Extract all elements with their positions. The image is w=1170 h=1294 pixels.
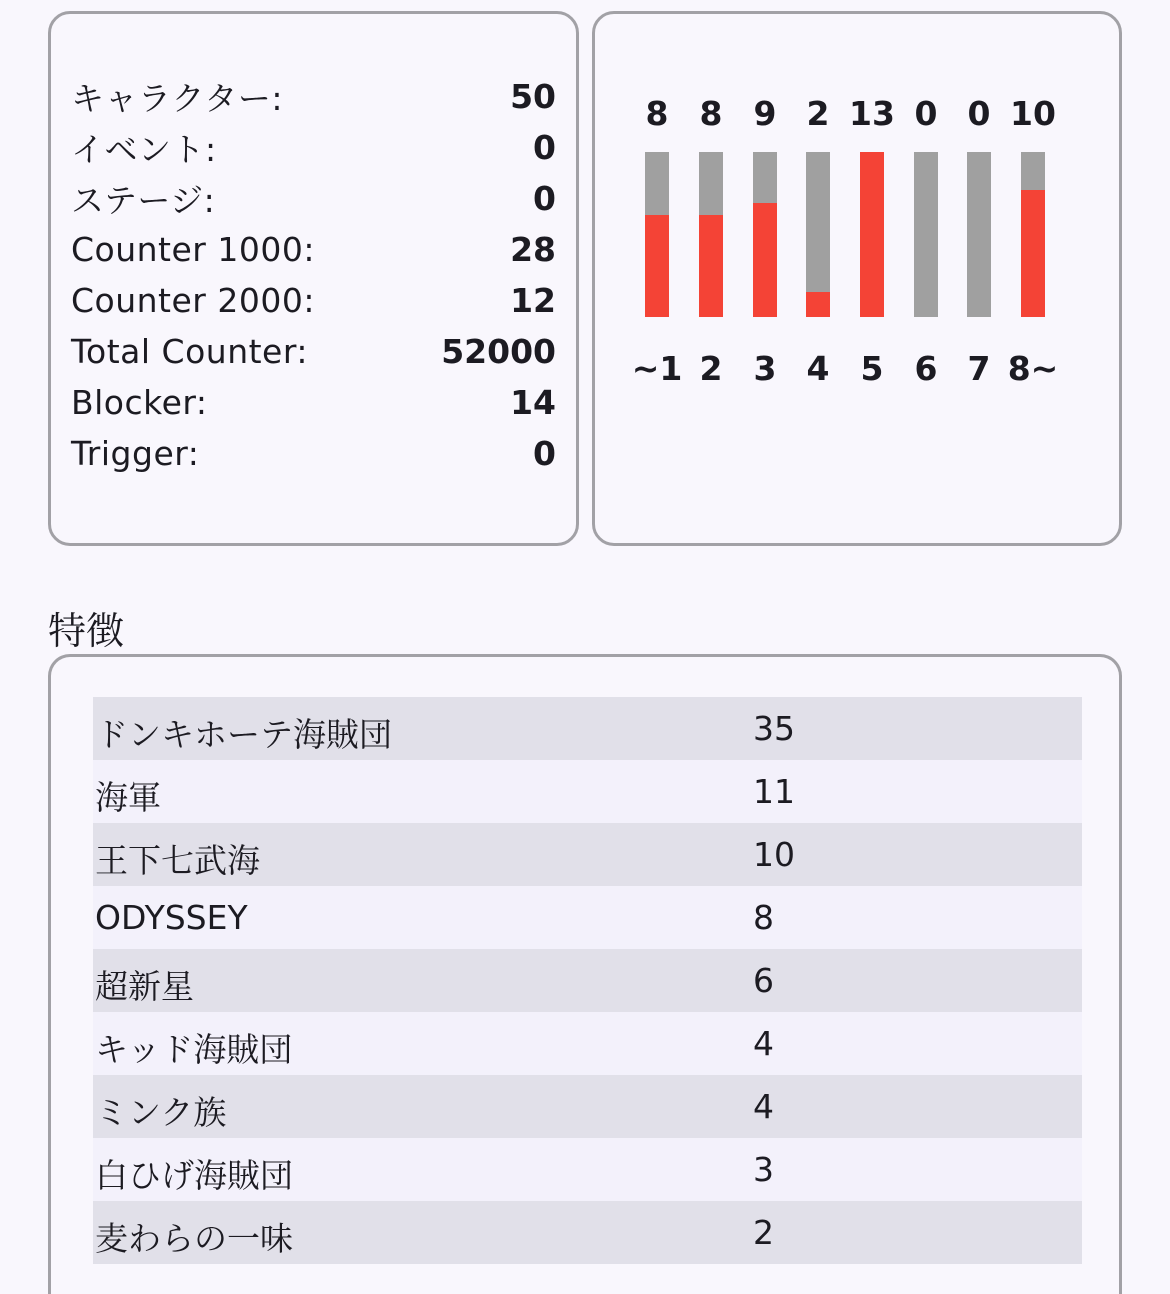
stat-value: 50 bbox=[510, 77, 556, 116]
trait-row bbox=[93, 760, 1082, 823]
stat-label: Blocker: bbox=[71, 383, 208, 422]
stat-row-blocker bbox=[71, 377, 556, 428]
trait-row bbox=[93, 823, 1082, 886]
stat-value: 14 bbox=[510, 383, 556, 422]
bar-count: 0 bbox=[914, 94, 938, 133]
stat-label: Counter 1000: bbox=[71, 230, 315, 269]
trait-row bbox=[93, 1012, 1082, 1075]
bar-fill bbox=[1021, 190, 1045, 317]
trait-name: ODYSSEY bbox=[95, 898, 248, 937]
trait-row bbox=[93, 1138, 1082, 1201]
trait-name: 白ひげ海賊団 bbox=[95, 1156, 293, 1195]
stat-value: 52000 bbox=[441, 332, 556, 371]
stat-label: Trigger: bbox=[71, 434, 200, 473]
trait-count: 11 bbox=[753, 772, 795, 811]
trait-name: ミンク族 bbox=[95, 1093, 227, 1132]
deck-stats-card bbox=[48, 11, 579, 546]
trait-row bbox=[93, 949, 1082, 1012]
trait-row bbox=[93, 1075, 1082, 1138]
traits-title: 特徴 bbox=[48, 609, 125, 653]
stat-label: Counter 2000: bbox=[71, 281, 315, 320]
trait-name: 麦わらの一味 bbox=[95, 1219, 293, 1258]
stat-label: Total Counter: bbox=[71, 332, 308, 371]
bar-fill bbox=[806, 292, 830, 317]
trait-row bbox=[93, 1201, 1082, 1264]
bar-fill bbox=[645, 215, 669, 317]
bar-count: 2 bbox=[806, 94, 830, 133]
cost-curve-card bbox=[592, 11, 1122, 546]
stat-label: ステージ: bbox=[71, 181, 216, 220]
stat-row-trigger bbox=[71, 428, 556, 479]
trait-row bbox=[93, 886, 1082, 949]
stat-value: 0 bbox=[533, 434, 556, 473]
trait-name: キッド海賊団 bbox=[95, 1030, 293, 1069]
stat-row-stage bbox=[71, 173, 556, 224]
bar-cost-label: ~1 bbox=[631, 349, 683, 388]
bar-track bbox=[645, 152, 669, 317]
bar-count: 8 bbox=[699, 94, 723, 133]
bar-count: 10 bbox=[1010, 94, 1056, 133]
bar-track bbox=[806, 152, 830, 317]
stat-value: 28 bbox=[510, 230, 556, 269]
bar-track bbox=[699, 152, 723, 317]
trait-count: 4 bbox=[753, 1024, 774, 1063]
bar-cost-label: 7 bbox=[967, 349, 991, 388]
trait-count: 2 bbox=[753, 1213, 774, 1252]
stat-row-counter-1000 bbox=[71, 224, 556, 275]
bar-cost-label: 4 bbox=[806, 349, 830, 388]
bar-count: 9 bbox=[753, 94, 777, 133]
stat-label: イベント: bbox=[71, 130, 217, 169]
trait-name: 王下七武海 bbox=[95, 841, 260, 880]
bar-track bbox=[753, 152, 777, 317]
stat-value: 0 bbox=[533, 128, 556, 167]
bar-cost-label: 2 bbox=[699, 349, 723, 388]
stat-row-counter-2000 bbox=[71, 275, 556, 326]
bar-count: 0 bbox=[967, 94, 991, 133]
trait-count: 3 bbox=[753, 1150, 774, 1189]
bar-track bbox=[914, 152, 938, 317]
trait-name: 海軍 bbox=[95, 778, 161, 817]
bar-cost-label: 6 bbox=[914, 349, 938, 388]
bar-count: 13 bbox=[849, 94, 895, 133]
trait-count: 6 bbox=[753, 961, 774, 1000]
trait-name: ドンキホーテ海賊団 bbox=[95, 715, 392, 754]
bar-track bbox=[967, 152, 991, 317]
trait-count: 4 bbox=[753, 1087, 774, 1126]
bar-fill bbox=[699, 215, 723, 317]
bar-cost-label: 3 bbox=[753, 349, 777, 388]
stat-row-event bbox=[71, 122, 556, 173]
trait-count: 8 bbox=[753, 898, 774, 937]
bar-track bbox=[860, 152, 884, 317]
trait-name: 超新星 bbox=[95, 967, 194, 1006]
bar-count: 8 bbox=[645, 94, 669, 133]
traits-card bbox=[48, 654, 1122, 1294]
stat-value: 12 bbox=[510, 281, 556, 320]
trait-count: 10 bbox=[753, 835, 795, 874]
bar-track bbox=[1021, 152, 1045, 317]
bar-fill bbox=[753, 203, 777, 317]
stat-row-character bbox=[71, 71, 556, 122]
bar-cost-label: 8~ bbox=[1007, 349, 1059, 388]
trait-count: 35 bbox=[753, 709, 795, 748]
stat-value: 0 bbox=[533, 179, 556, 218]
bar-fill bbox=[860, 152, 884, 317]
trait-row bbox=[93, 697, 1082, 760]
stat-label: キャラクター: bbox=[71, 79, 283, 118]
stat-row-total-counter bbox=[71, 326, 556, 377]
bar-cost-label: 5 bbox=[860, 349, 884, 388]
